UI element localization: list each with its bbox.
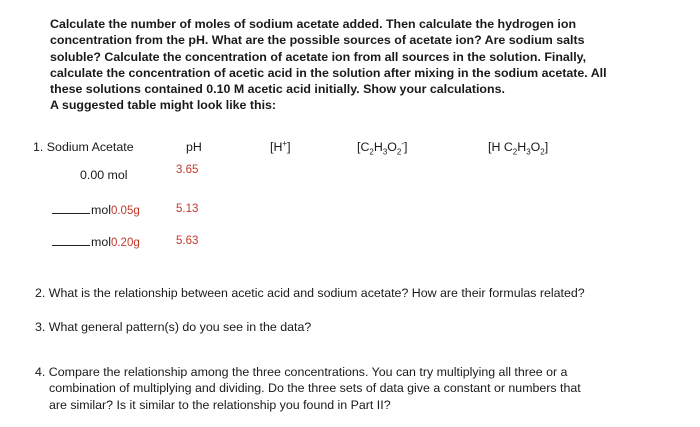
table-header-acetic-acid: [H $C_2H_3O_2$] bbox=[488, 140, 549, 157]
table-row-2-mass: 0.05g bbox=[110, 205, 140, 217]
question-4: 4. Compare the relationship among the three concentrations. You can try multiplying all three or a combination of multiplying and dividing. Do the three sets of data give a constant or numbers that are similar? Is it similar to the relationship you found in Part II? bbox=[35, 365, 581, 412]
table-row-1-moles: 0.00 mol bbox=[80, 168, 128, 182]
question-2: 2. What is the relationship between acetic acid and sodium acetate? How are their formulas related? bbox=[35, 286, 585, 300]
instructions-line: calculate the concentration of acetic acid in the solution after mixing in the sodium acetate. All bbox=[50, 65, 607, 80]
table-row-3-mass: 0.20g bbox=[110, 237, 140, 249]
table-header-sodium-acetate: 1. Sodium Acetate bbox=[33, 140, 134, 154]
instructions-paragraph bbox=[50, 16, 670, 114]
moles-blank bbox=[52, 245, 90, 246]
table-row-2-moles: mol0.05g bbox=[52, 203, 140, 217]
table-header-ph: pH bbox=[186, 140, 202, 154]
instructions-line: concentration from the pH. What are the possible sources of acetate ion? Are sodium salts bbox=[50, 33, 585, 48]
moles-blank bbox=[52, 213, 90, 214]
table-header-h-ion: [H+] bbox=[270, 138, 291, 154]
instructions-line: Calculate the number of moles of sodium acetate added. Then calculate the hydrogen ion bbox=[50, 17, 577, 31]
instructions-line: these solutions contained 0.10 M acetic acid initially. Show your calculations. bbox=[50, 82, 505, 97]
table-row-3-ph: 5.63 bbox=[176, 235, 199, 247]
table-row-3-moles: mol0.20g bbox=[52, 235, 140, 249]
instructions-line: soluble? Calculate the concentration of acetate ion from all sources in the solution. Finally, bbox=[50, 49, 587, 64]
question-3: 3. What general pattern(s) do you see in the data? bbox=[35, 320, 312, 334]
table-row-2-ph: 5.13 bbox=[176, 203, 199, 215]
instructions-line: A suggested table might look like this: bbox=[50, 98, 277, 113]
table-header-acetate-ion: $[C_2H_3O_2^-]$ bbox=[357, 138, 408, 157]
table-row-1-ph: 3.65 bbox=[176, 164, 199, 176]
